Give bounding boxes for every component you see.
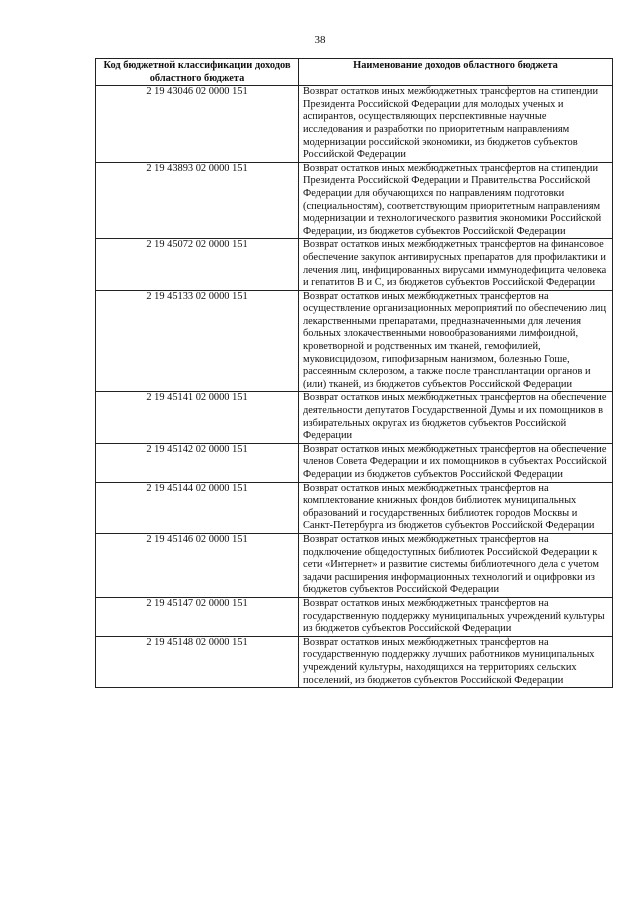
table-row (96, 162, 613, 239)
budget-classification-table (95, 58, 613, 688)
revenue-name: Возврат остатков иных межбюджетных трансфертов на стипендии Президента Российской Федерации для молодых ученых и аспирантов, осуществляющих перспективные научные исследования и разработки по приоритетным направлениям модернизации российской экономики, из бюджетов субъектов Российской Федерации (299, 86, 613, 163)
classification-code: 2 19 45142 02 0000 151 (96, 443, 299, 482)
revenue-name: Возврат остатков иных межбюджетных трансфертов на обеспечение деятельности депутатов Государственной Думы и их помощников в избирательных округах из бюджетов субъектов Российской Федерации (299, 392, 613, 443)
table-header-row (96, 59, 613, 86)
table-row (96, 443, 613, 482)
page-number: 38 (314, 34, 326, 46)
table-row (96, 597, 613, 636)
revenue-name: Возврат остатков иных межбюджетных трансфертов на осуществление организационных мероприятий по обеспечению лиц лекарственными препаратами, предназначенными для лечения больных злокачественными новообразованиями лимфоидной, кроветворной и родственных им тканей, гемофилией, муковисцидозом, гипофизарным нанизмом, болезнью Гоше, рассеянным склерозом, а также после трансплантации органов и (или) тканей, из бюджетов субъектов Российской Федерации (299, 290, 613, 392)
revenue-name: Возврат остатков иных межбюджетных трансфертов на государственную поддержку лучших работников муниципальных учреждений культуры, находящихся на территориях сельских поселений, из бюджетов субъектов Российской Федерации (299, 636, 613, 687)
column-header-code: Код бюджетной классификации доходов областного бюджета (96, 59, 299, 86)
table-row (96, 636, 613, 687)
revenue-name: Возврат остатков иных межбюджетных трансфертов на государственную поддержку муниципальных учреждений культуры из бюджетов субъектов Российской Федерации (299, 597, 613, 636)
table-row (96, 290, 613, 392)
classification-code: 2 19 43893 02 0000 151 (96, 162, 299, 239)
classification-code: 2 19 45141 02 0000 151 (96, 392, 299, 443)
classification-code: 2 19 45147 02 0000 151 (96, 597, 299, 636)
classification-code: 2 19 45144 02 0000 151 (96, 482, 299, 533)
classification-code: 2 19 45146 02 0000 151 (96, 533, 299, 597)
revenue-name: Возврат остатков иных межбюджетных трансфертов на подключение общедоступных библиотек Российской Федерации к сети «Интернет» и развитие системы библиотечного дела с учетом задачи расширения информационных технологий и оцифровки из бюджетов субъектов Российской Федерации (299, 533, 613, 597)
table-row (96, 482, 613, 533)
classification-code: 2 19 45133 02 0000 151 (96, 290, 299, 392)
table-row (96, 392, 613, 443)
classification-code: 2 19 45072 02 0000 151 (96, 239, 299, 290)
classification-code: 2 19 45148 02 0000 151 (96, 636, 299, 687)
revenue-name: Возврат остатков иных межбюджетных трансфертов на комплектование книжных фондов библиотек муниципальных образований и государственных библиотек городов Москвы и Санкт-Петербурга из бюджетов субъектов Российской Федерации (299, 482, 613, 533)
table-row (96, 86, 613, 163)
revenue-name: Возврат остатков иных межбюджетных трансфертов на финансовое обеспечение закупок антивирусных препаратов для профилактики и лечения лиц, инфицированных вирусами иммунодефицита человека и гепатитов B и C, из бюджетов субъектов Российской Федерации (299, 239, 613, 290)
classification-code: 2 19 43046 02 0000 151 (96, 86, 299, 163)
revenue-name: Возврат остатков иных межбюджетных трансфертов на стипендии Президента Российской Федерации и Правительства Российской Федерации для обучающихся по направлениям подготовки (специальностям), соответствующим приоритетным направлениям модернизации и технологического развития экономики Российской Федерации, из бюджетов субъектов Российской Федерации (299, 162, 613, 239)
column-header-name: Наименование доходов областного бюджета (299, 59, 613, 86)
table-row (96, 533, 613, 597)
revenue-name: Возврат остатков иных межбюджетных трансфертов на обеспечение членов Совета Федерации и их помощников в субъектах Российской Федерации из бюджетов субъектов Российской Федерации (299, 443, 613, 482)
table-row (96, 239, 613, 290)
